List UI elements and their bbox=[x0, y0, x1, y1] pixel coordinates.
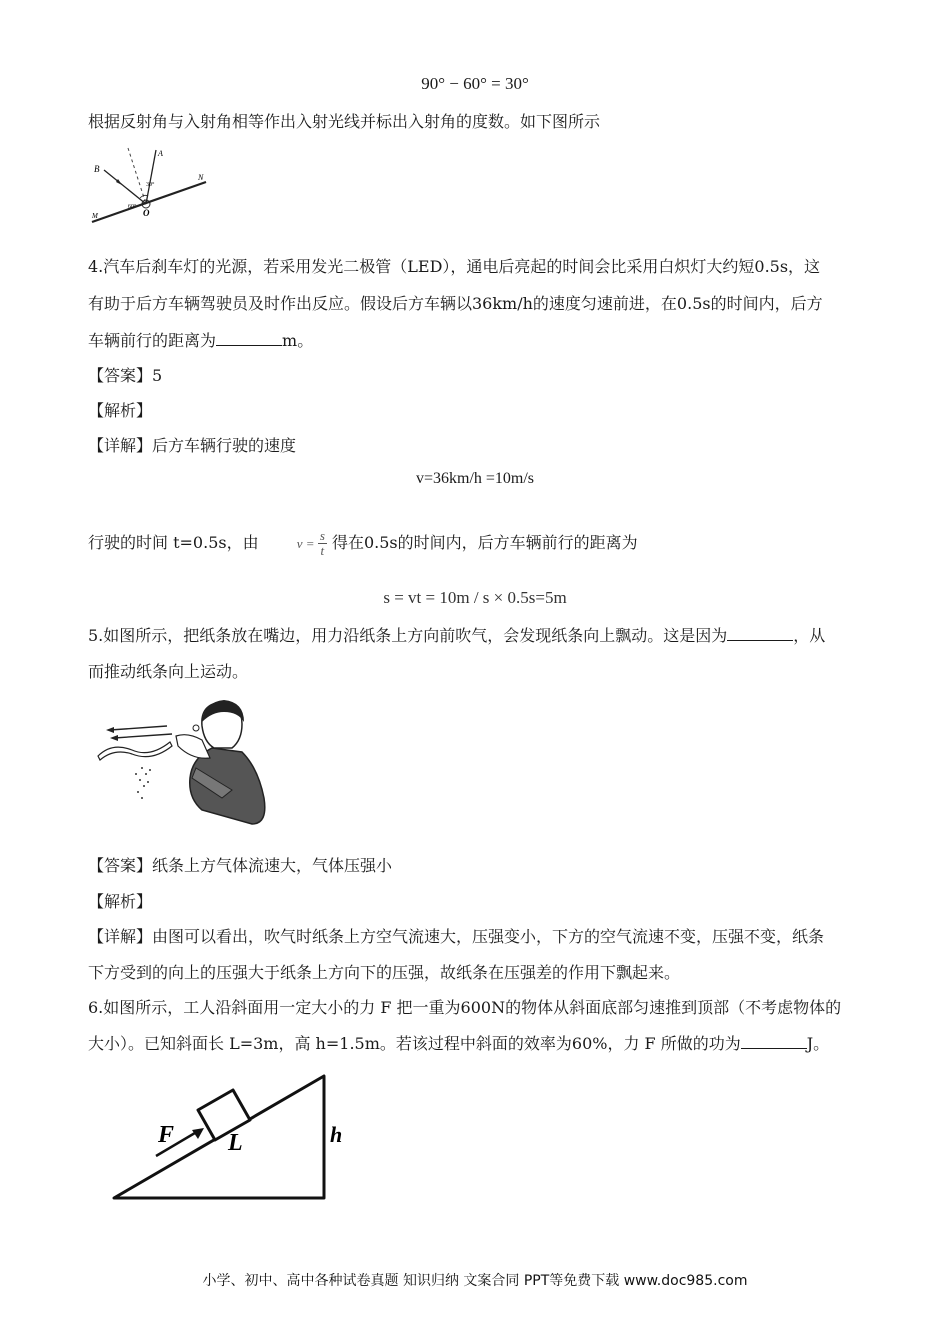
q5-line1-text: 5.如图所示，把纸条放在嘴边，用力沿纸条上方向前吹气，会发现纸条向上飘动。这是因为 bbox=[88, 626, 728, 645]
label-30: 30° bbox=[146, 182, 155, 188]
label-o: O bbox=[143, 208, 150, 218]
q5-line2: 而推动纸条向上运动。 bbox=[88, 662, 249, 681]
answer-value: 纸条上方气体流速大，气体压强小 bbox=[152, 856, 393, 875]
velocity-formula bbox=[297, 529, 327, 558]
boy-blowing-paper-illustration bbox=[92, 698, 272, 833]
incline-diagram bbox=[108, 1070, 358, 1205]
q4-line2: 有助于后方车辆驾驶员及时作出反应。假设后方车辆以36km/h的速度匀速前进，在0.5s的时间内，后方 bbox=[88, 294, 823, 313]
label-height: h bbox=[330, 1122, 343, 1147]
label-60: 60° bbox=[128, 204, 137, 210]
q3-explanation: 根据反射角与入射角相等作出入射光线并标出入射角的度数。如下图所示 bbox=[88, 112, 601, 131]
label-n: N bbox=[198, 173, 204, 182]
distance-equation: s = vt = 10m / s × 0.5s=5m bbox=[383, 588, 567, 607]
q4-detail bbox=[88, 436, 296, 456]
time-text: 行驶的时间 t=0.5s，由 bbox=[88, 533, 259, 552]
q5-line1 bbox=[88, 626, 825, 646]
q6-unit: J。 bbox=[806, 1034, 830, 1053]
time-text-post: 得在0.5s的时间内，后方车辆前行的距离为 bbox=[331, 533, 638, 552]
velocity-equation: v=36km/h =10m/s bbox=[415, 470, 535, 487]
q4-answer-blank bbox=[216, 331, 282, 346]
q4-line3 bbox=[88, 331, 313, 351]
angle-equation: 90° − 60° = 30° bbox=[421, 74, 529, 93]
q5-answer-blank bbox=[727, 626, 793, 641]
answer-value: 5 bbox=[152, 366, 163, 385]
answer-tag: 【答案】 bbox=[88, 366, 153, 385]
label-length: L bbox=[228, 1130, 243, 1156]
formula-numerator: s bbox=[319, 528, 325, 543]
label-m: M bbox=[92, 212, 98, 220]
q5-analysis-tag: 【解析】 bbox=[88, 892, 153, 911]
q6-answer-blank bbox=[741, 1034, 807, 1049]
label-a: A bbox=[158, 149, 163, 158]
detail-text: 后方车辆行驶的速度 bbox=[152, 436, 297, 455]
formula-denominator: t bbox=[320, 543, 325, 558]
detail-tag: 【详解】 bbox=[88, 436, 153, 455]
formula-lhs: v = bbox=[296, 535, 315, 551]
q4-line1: 4.汽车后刹车灯的光源，若采用发光二极管（LED），通电后亮起的时间会比采用白炽灯大约短0.5s，这 bbox=[88, 257, 821, 276]
q4-unit: m。 bbox=[282, 331, 314, 350]
q4-answer bbox=[88, 366, 162, 386]
q6-line1: 6.如图所示，工人沿斜面用一定大小的力 F 把一重为600N的物体从斜面底部匀速推到顶部（不考虑物体的 bbox=[88, 998, 842, 1017]
q5-answer bbox=[88, 856, 392, 876]
label-b: B bbox=[94, 164, 100, 174]
page-footer: 小学、初中、高中各种试卷真题 知识归纳 文案合同 PPT等免费下载 www.doc985.com bbox=[202, 1273, 748, 1289]
answer-tag: 【答案】 bbox=[88, 856, 153, 875]
q4-time-line bbox=[88, 523, 638, 563]
q6-line2-text: 大小）。已知斜面长 L=3m，高 h=1.5m。若该过程中斜面的效率为60%，力 F 所做的功为 bbox=[88, 1034, 741, 1053]
detail-tag: 【详解】 bbox=[88, 927, 153, 946]
label-force: F bbox=[158, 1122, 175, 1148]
reflection-diagram bbox=[88, 142, 213, 230]
q4-analysis-tag: 【解析】 bbox=[88, 401, 153, 420]
q5-detail-line1 bbox=[88, 927, 824, 947]
detail-text: 由图可以看出，吹气时纸条上方空气流速大，压强变小，下方的空气流速不变，压强不变，纸条 bbox=[152, 927, 825, 946]
q6-line2 bbox=[88, 1034, 829, 1054]
q5-line1-post: ，从 bbox=[793, 626, 826, 645]
q4-line3-text: 车辆前行的距离为 bbox=[88, 331, 217, 350]
q5-detail-line2: 下方受到的向上的压强大于纸条上方向下的压强，故纸条在压强差的作用下飘起来。 bbox=[88, 963, 681, 982]
